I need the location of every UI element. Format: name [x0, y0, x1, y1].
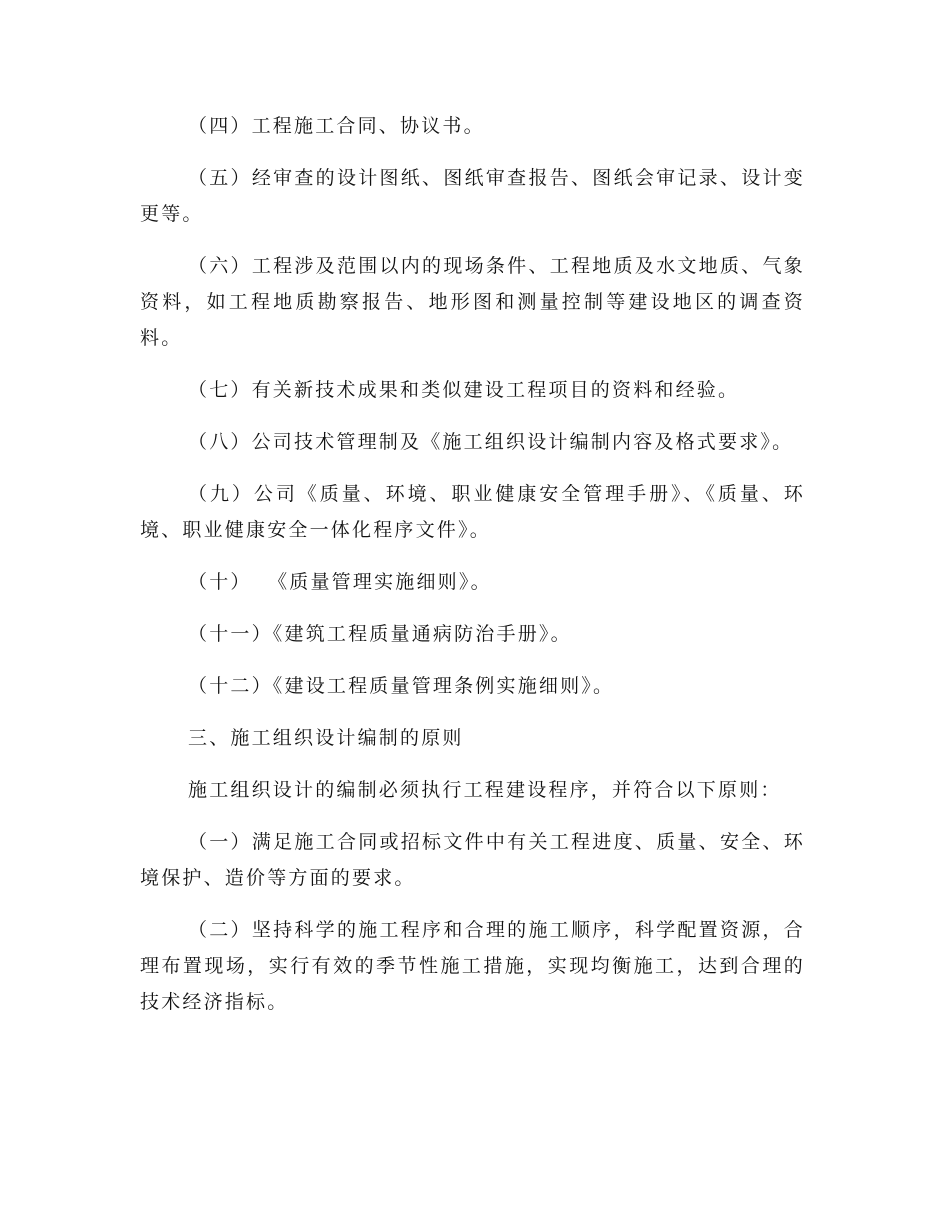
paragraph-company-management: （八）公司技术管理制及《施工组织设计编制内容及格式要求》。: [188, 431, 794, 453]
paragraph-site-conditions: （六）工程涉及范围以内的现场条件、工程地质及水文地质、气象资料，如工程地质勘察报告、地形图和测量控制等建设地区的调查资料。: [140, 255, 805, 349]
paragraph-principle-two: （二）坚持科学的施工程序和合理的施工顺序，科学配置资源，合理布置现场，实行有效的季节性施工措施，实现均衡施工，达到合理的技术经济指标。: [140, 919, 805, 1013]
paragraph-quality-rules: （十） 《质量管理实施细则》。: [188, 571, 492, 593]
paragraph-new-technology: （七）有关新技术成果和类似建设工程项目的资料和经验。: [188, 379, 740, 401]
paragraph-common-defects: （十一）《建筑工程质量通病防治手册》。: [188, 623, 572, 645]
paragraph-regulation-rules: （十二）《建设工程质量管理条例实施细则》。: [188, 675, 615, 697]
paragraph-principle-one: （一）满足施工合同或招标文件中有关工程进度、质量、安全、环境保护、造价等方面的要求。: [140, 831, 805, 889]
paragraph-design-drawings: （五）经审查的设计图纸、图纸审查报告、图纸会审记录、设计变更等。: [140, 167, 805, 225]
paragraph-quality-manual: （九）公司《质量、环境、职业健康安全管理手册》、《质量、环境、职业健康安全一体化程序文件》。: [140, 483, 805, 541]
paragraph-principles-intro: 施工组织设计的编制必须执行工程建设程序，并符合以下原则：: [188, 779, 782, 801]
paragraph-contract: （四）工程施工合同、协议书。: [188, 115, 485, 137]
section-heading-principles: 三、施工组织设计编制的原则: [188, 727, 464, 749]
document-body: [140, 108, 805, 1036]
